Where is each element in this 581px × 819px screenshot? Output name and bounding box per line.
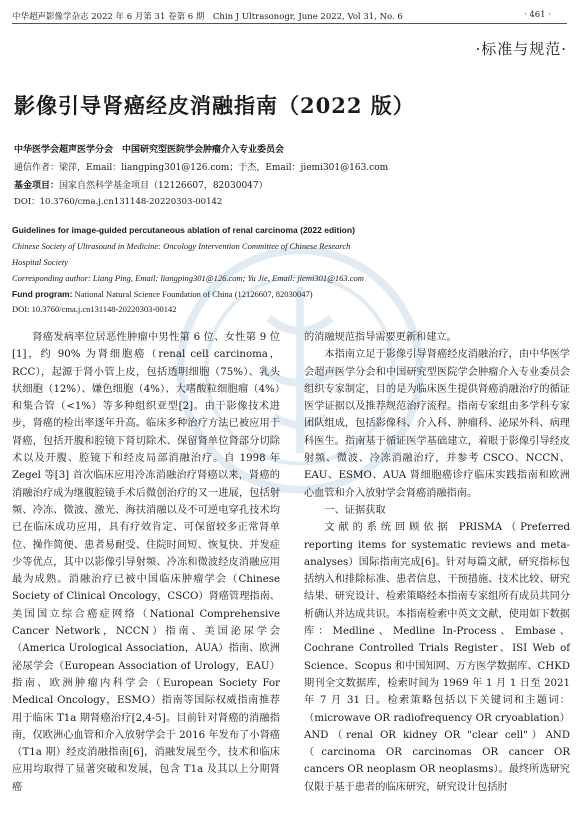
doi-cn: DOI：10.3760/cma.j.cn131148-20220303-00142: [14, 197, 223, 207]
body-column-left: [12, 329, 280, 796]
fund-cn: [14, 178, 268, 191]
paragraph-evidence: 文献的系统回顾依据 PRISMA（Preferred reporting items for systematic reviews and meta-analyses）国际指南完成[6]。针对每篇文献，研究指标包括纳入和排除标准、患者信息、干预措施、技术比较、研究结果、研究设计、检索策略经本指南专家组所有成员共同分析确认并达成共识。本指南检索中英文文献，使用如下数据库：Medline、Medline In-Process、Embase、Cochrane Controlled Trials Register、ISI Web of Science、Scopus 和中国知网、万方医学数据库、CHKD 期刊全文数据库，检索时间为 1969 年 1 月 1 日至 2021 年 7 月 31 日。检索策略包括以下关键词和主题词：（microwave OR radiofrequency OR cryoablation）AND（renal OR kidney OR "clear cell"）AND（carcinoma OR carcinomas OR cancer OR cancers OR neoplasm OR neoplasms）。最终所选研究仅限于基于患者的临床研究，研究设计包括肘: [304, 522, 570, 793]
fund-text-en: National Natural Science Foundation of China (12126607, 82030047): [72, 289, 313, 299]
fund-text-cn: 国家自然科学基金项目（12126607，82030047）: [59, 181, 268, 191]
running-header: [0, 0, 581, 22]
doi-en: DOI: 10.3760/cma.j.cn131148-20220303-00142: [12, 304, 177, 314]
fund-label-en: Fund program:: [12, 289, 73, 299]
header-rule: [12, 23, 567, 24]
section-label: ·标准与规范·: [475, 40, 567, 58]
english-fund: [12, 289, 313, 299]
authors-cn: 中华医学会超声医学分会 中国研究型医院学会肿瘤介入专业委员会: [14, 145, 285, 155]
english-corresponding: Corresponding author: Liang Ping, Email: liangping301@126.com; Yu Jie, Email: jiemi301@163.com: [12, 273, 364, 283]
english-authors-line2: Hospital Society: [12, 257, 68, 267]
body-column-right: [304, 329, 570, 796]
paragraph-continuation: 的消融规范指导需要更新和建立。: [304, 332, 457, 343]
english-title: Guidelines for image-guided percutaneous ablation of renal carcinoma (2022 edition): [12, 225, 355, 235]
page-number: · 461 ·: [523, 10, 551, 20]
article-title: 影像引导肾癌经皮消融指南（2022 版）: [14, 93, 415, 118]
section-heading-evidence: 一、证据获取: [324, 504, 386, 516]
corresponding-cn: 通信作者：梁萍，Email：liangping301@126.com；于杰，Email：jiemi301@163.com: [14, 163, 389, 173]
fund-label-cn: 基金项目：: [14, 181, 60, 191]
english-authors-line1: Chinese Society of Ultrasound in Medicine: Oncology Intervention Committee of Chinese Research: [12, 241, 351, 251]
paragraph-scope: 本指南立足于影像引导肾癌经皮消融治疗，由中华医学会超声医学分会和中国研究型医院学会肿瘤介入专业委员会组织专家制定，目的是为临床医生提供肾癌消融治疗的循证医学证据以及推荐规范治疗流程。指南专家组由多学科专家团队组成，包括影像科、介入科、肿瘤科、泌尿外科、病理科医生。指南基于循证医学基础建立，着眼于影像引导经皮射频、微波、冷冻消融治疗，并参考 CSCO、NCCN、EAU、ESMO、AUA 肾细胞癌诊疗临床实践指南和欧洲心血管和介入放射学会肾癌消融指南。: [304, 349, 570, 499]
journal-citation: 中华超声影像学杂志 2022 年 6 月第 31 卷第 6 期 Chin J Ultrasonogr, June 2022, Vol 31, No. 6: [12, 12, 403, 22]
paragraph-intro: 肾癌发病率位居恶性肿瘤中男性第 6 位、女性第 9 位[1]，约 90% 为肾细胞癌（renal cell carcinoma，RCC），起源于肾小管上皮，包括透明细胞（75%）、乳头状细胞（12%）、嫌色细胞（4%）、大嗜酸粒细胞瘤（4%）和集合管（<1%）等多种组织亚型[2]。由于影像技术进步，肾癌的检出率逐年升高。临床多种治疗方法已被应用于肾癌，包括开腹和腔镜下肾切除术、保留肾单位肾部分切除术以及开腹、腔镜下和经皮局部消融治疗。自 1998 年 Zegel 等[3] 首次临床应用冷冻消融治疗肾癌以来，肾癌的消融治疗成为继腹腔镜手术后微创治疗的又一进展，包括射频、冷冻、微波、激光、海扶消融以及不可逆电穿孔技术均已在临床成功应用，具有疗效肯定、可保留较多正常肾单位、操作简便、患者易耐受、住院时间短、恢复快、并发症少等优点，其中以影像引导射频、冷冻和微波经皮消融应用最为成熟。消融治疗已被中国临床肿瘤学会（Chinese Society of Clinical Oncology，CSCO）肾癌管理指南、美国国立综合癌症网络（National Comprehensive Cancer Network，NCCN）指南、美国泌尿学会（America Urological Association，AUA）指南、欧洲泌尿学会（European Association of Urology，EAU）指南、欧洲肿瘤内科学会（European Society For Medical Oncology，ESMO）指南等国际权威指南推荐用于临床 T1a 期肾癌治疗[2,4-5]。目前针对肾癌的消融指南，仅欧洲心血管和介入放射学会于 2016 年发布了小肾癌（T1a 期）经皮消融指南[6]，消融发展至今，技术和临床应用均取得了显著突破和发展，包含 T1a 及其以上分期肾癌: [12, 332, 280, 793]
